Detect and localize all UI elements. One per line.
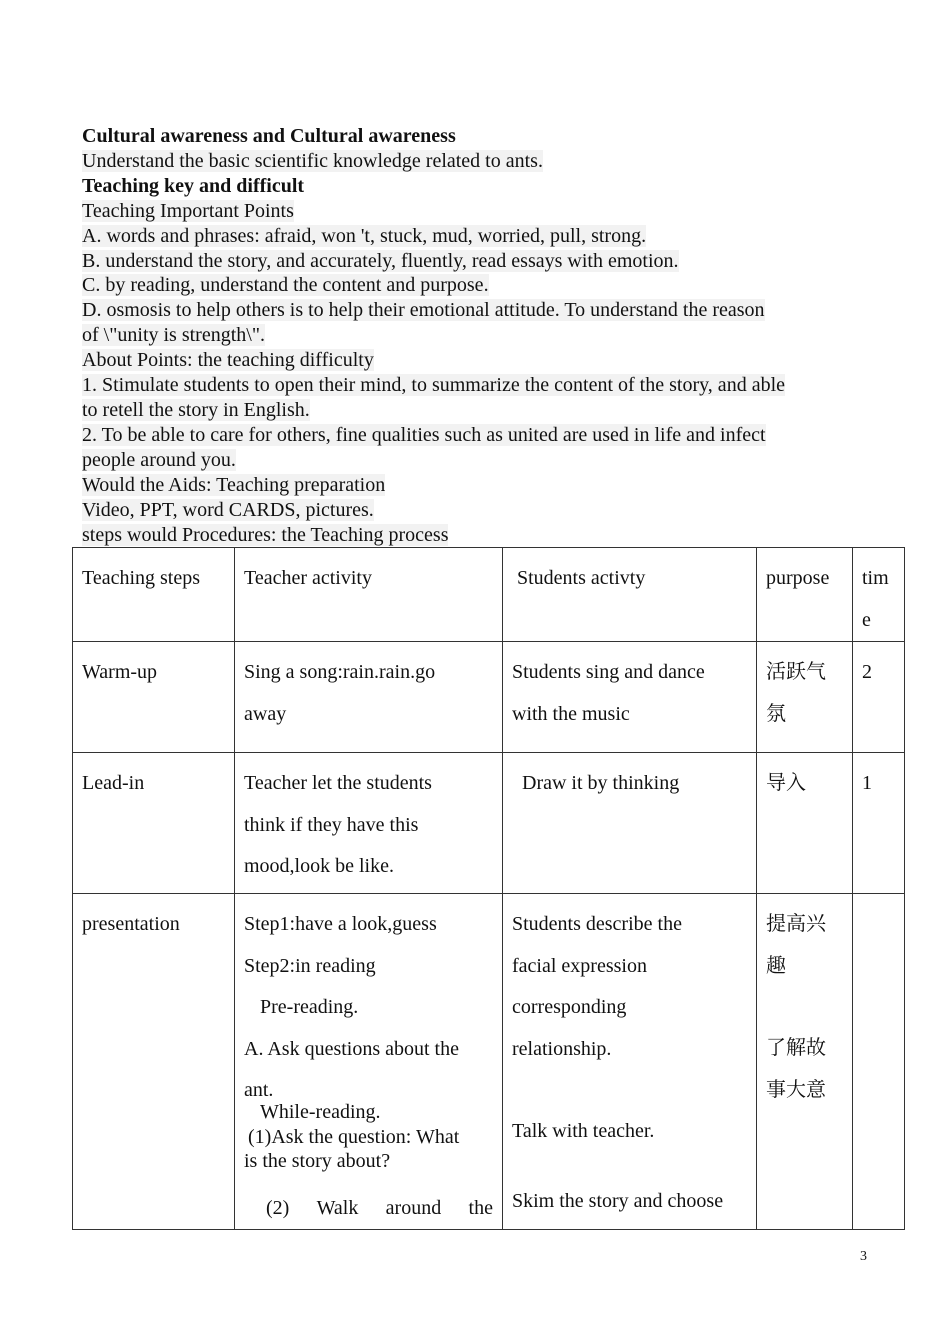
point-c: C. by reading, understand the content and purpose.	[82, 274, 489, 297]
cell-purpose-presentation: 提高兴 趣 了解故 事大意	[757, 894, 853, 1230]
cell-students-presentation: Students describe the facial expression corresponding relationship. Talk with teacher. Skim the story and choose	[503, 894, 757, 1230]
cell-step-presentation: presentation	[73, 894, 235, 1230]
procedures-label: steps would Procedures: the Teaching process	[82, 523, 449, 546]
header-students-activity: Students activty	[503, 548, 757, 642]
important-points-label: Teaching Important Points	[82, 199, 294, 222]
header-teacher-activity: Teacher activity	[235, 548, 503, 642]
heading-teaching-key: Teaching key and difficult	[82, 174, 305, 197]
cell-students-warmup: Students sing and dance with the music	[503, 642, 757, 753]
cell-teacher-presentation: Step1:have a look,guess Step2:in reading Pre-reading. A. Ask questions about the ant. While-reading. (1)Ask the question: What is the story about? (2) Walk around the	[235, 894, 503, 1230]
difficulty-1-cont: to retell the story in English.	[82, 398, 310, 421]
header-time: tim e	[853, 548, 905, 642]
cell-step-leadin: Lead-in	[73, 753, 235, 894]
cell-time-warmup: 2	[853, 642, 905, 753]
difficulty-1: 1. Stimulate students to open their mind, to summarize the content of the story, and able	[82, 374, 785, 397]
aids-label: Would the Aids: Teaching preparation	[82, 473, 386, 496]
walk-around-line: (2) Walk around the	[266, 1196, 493, 1219]
table-row-warmup	[73, 642, 905, 753]
point-d-cont: of \"unity is strength\".	[82, 324, 265, 347]
table-row-presentation	[73, 894, 905, 1230]
header-purpose: purpose	[757, 548, 853, 642]
point-a: A. words and phrases: afraid, won 't, stuck, mud, worried, pull, strong.	[82, 224, 647, 247]
point-b: B. understand the story, and accurately, fluently, read essays with emotion.	[82, 249, 679, 272]
cell-purpose-leadin: 导入	[757, 753, 853, 894]
cell-step-warmup: Warm-up	[73, 642, 235, 753]
intro-section	[82, 124, 882, 547]
cell-teacher-leadin: Teacher let the students think if they have this mood,look be like.	[235, 753, 503, 894]
cultural-text: Understand the basic scientific knowledge related to ants.	[82, 149, 543, 172]
point-d: D. osmosis to help others is to help their emotional attitude. To understand the reason	[82, 299, 765, 322]
teaching-process-table	[72, 547, 905, 1230]
cell-purpose-warmup: 活跃气 氛	[757, 642, 853, 753]
table-row-leadin	[73, 753, 905, 894]
heading-cultural-awareness: Cultural awareness and Cultural awareness	[82, 125, 456, 147]
table-header-row	[73, 548, 905, 642]
difficulty-2: 2. To be able to care for others, fine qualities such as united are used in life and infect	[82, 423, 766, 446]
cell-students-leadin: Draw it by thinking	[503, 753, 757, 894]
difficulty-label: About Points: the teaching difficulty	[82, 349, 374, 372]
difficulty-2-cont: people around you.	[82, 448, 236, 471]
header-teaching-steps: Teaching steps	[73, 548, 235, 642]
page-number: 3	[860, 1249, 867, 1264]
cell-teacher-warmup: Sing a song:rain.rain.go away	[235, 642, 503, 753]
cell-time-presentation	[853, 894, 905, 1230]
aids-text: Video, PPT, word CARDS, pictures.	[82, 498, 374, 521]
cell-time-leadin: 1	[853, 753, 905, 894]
